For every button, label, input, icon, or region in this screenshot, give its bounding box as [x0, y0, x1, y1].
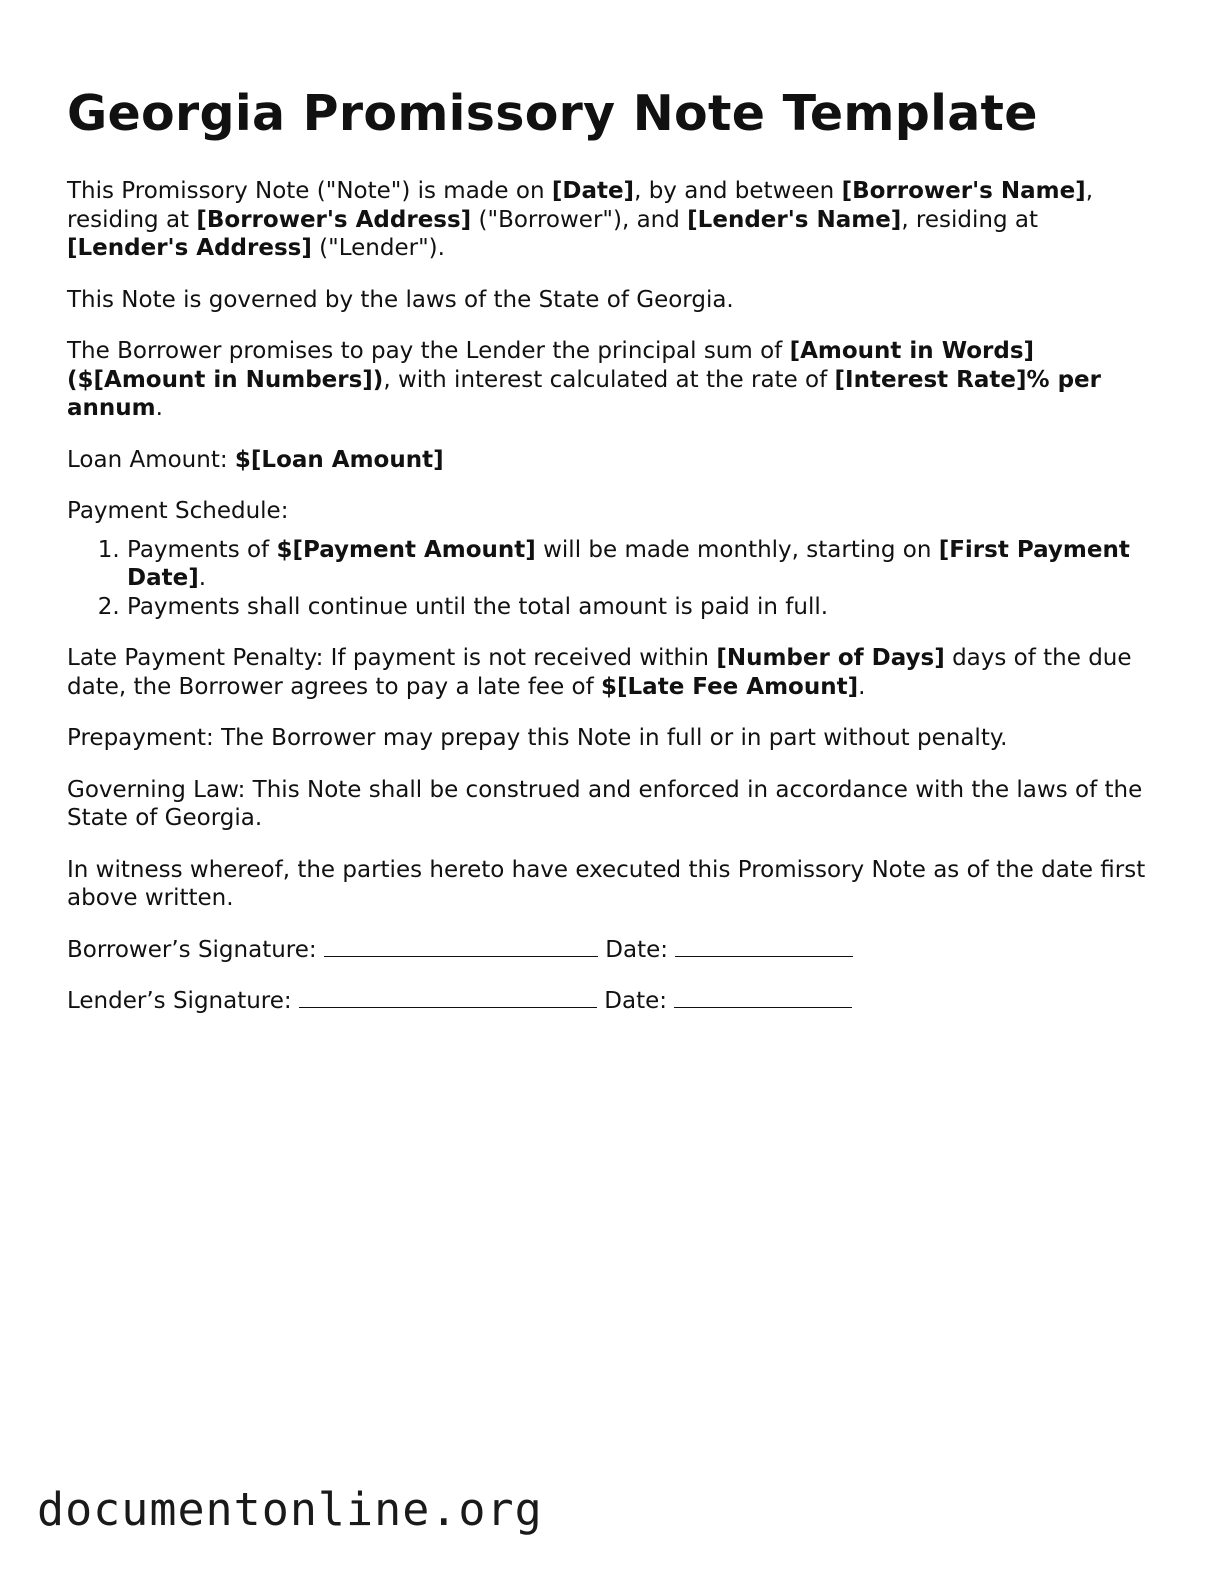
lender-date-label: Date:	[596, 988, 675, 1014]
governing-law-paragraph: Governing Law: This Note shall be construed and enforced in accordance with the laws of the State of Georgia.	[67, 776, 1143, 831]
payment-text-1: Payments of	[127, 536, 277, 563]
intro-text-2: , by and between	[634, 178, 842, 204]
intro-paragraph	[67, 177, 1157, 263]
lender-signature-row	[67, 987, 1157, 1016]
borrower-signature-row	[67, 936, 1157, 965]
witness-paragraph: In witness whereof, the parties hereto have executed this Promissory Note as of the date first above written.	[67, 856, 1146, 911]
borrower-date-line[interactable]	[675, 936, 853, 957]
payment-schedule-list	[67, 536, 1157, 622]
list-item	[127, 536, 1157, 593]
loan-amount-placeholder: $[Loan Amount]	[234, 446, 444, 473]
intro-text-3: , residing at	[67, 178, 1093, 233]
page-title: Georgia Promissory Note Template	[67, 85, 1038, 142]
loan-amount-paragraph	[67, 446, 1157, 475]
lender-signature-label: Lender’s Signature:	[67, 988, 299, 1014]
loan-amount-label: Loan Amount:	[67, 446, 235, 473]
payment-text-3: .	[198, 565, 207, 591]
late-text-1: Late Payment Penalty: If payment is not received within	[67, 645, 717, 671]
watermark: documentonline.org	[37, 1483, 543, 1536]
borrower-signature-label: Borrower’s Signature:	[67, 936, 324, 963]
interest-rate-placeholder: [Interest Rate]% per annum	[67, 366, 1101, 421]
intro-text-4: ("Borrower"), and	[471, 206, 688, 233]
late-penalty-paragraph	[67, 644, 1157, 701]
intro-text-6: ("Lender").	[311, 235, 445, 261]
principal-text-3: .	[155, 395, 163, 421]
borrower-name-placeholder: [Borrower's Name]	[841, 178, 1086, 204]
first-payment-date-placeholder: [First Payment Date]	[127, 536, 1130, 591]
document-page	[67, 84, 1157, 1039]
list-item: 2. Payments shall continue until the total amount is paid in full.	[127, 593, 1157, 622]
late-fee-placeholder: $[Late Fee Amount]	[601, 673, 859, 700]
borrower-date-label: Date:	[597, 936, 676, 963]
intro-text-1: This Promissory Note ("Note") is made on	[67, 178, 552, 204]
payment-amount-placeholder: $[Payment Amount]	[276, 536, 536, 563]
amount-placeholder: [Amount in Words] ($[Amount in Numbers])	[67, 338, 1035, 393]
lender-name-placeholder: [Lender's Name]	[687, 206, 902, 233]
lender-signature-line[interactable]	[299, 987, 597, 1008]
principal-text-2: , with interest calculated at the rate of	[383, 366, 835, 393]
principal-text-1: The Borrower promises to pay the Lender the principal sum of	[67, 338, 790, 364]
late-text-3: .	[858, 673, 866, 700]
date-placeholder: [Date]	[551, 178, 635, 204]
lender-address-placeholder: [Lender's Address]	[67, 235, 312, 261]
governed-paragraph: This Note is governed by the laws of the State of Georgia.	[67, 286, 734, 313]
late-text-2: days of the due date, the Borrower agrees to pay a late fee of	[67, 645, 1132, 700]
days-placeholder: [Number of Days]	[716, 645, 945, 671]
lender-date-line[interactable]	[674, 987, 852, 1008]
principal-paragraph	[67, 337, 1157, 423]
payment-text-2: will be made monthly, starting on	[535, 536, 939, 563]
borrower-signature-line[interactable]	[324, 936, 598, 957]
borrower-address-placeholder: [Borrower's Address]	[196, 206, 472, 233]
prepayment-paragraph: Prepayment: The Borrower may prepay this Note in full or in part without penalty.	[67, 725, 1008, 751]
payment-schedule-label: Payment Schedule:	[67, 498, 289, 524]
intro-text-5: , residing at	[901, 206, 1038, 233]
